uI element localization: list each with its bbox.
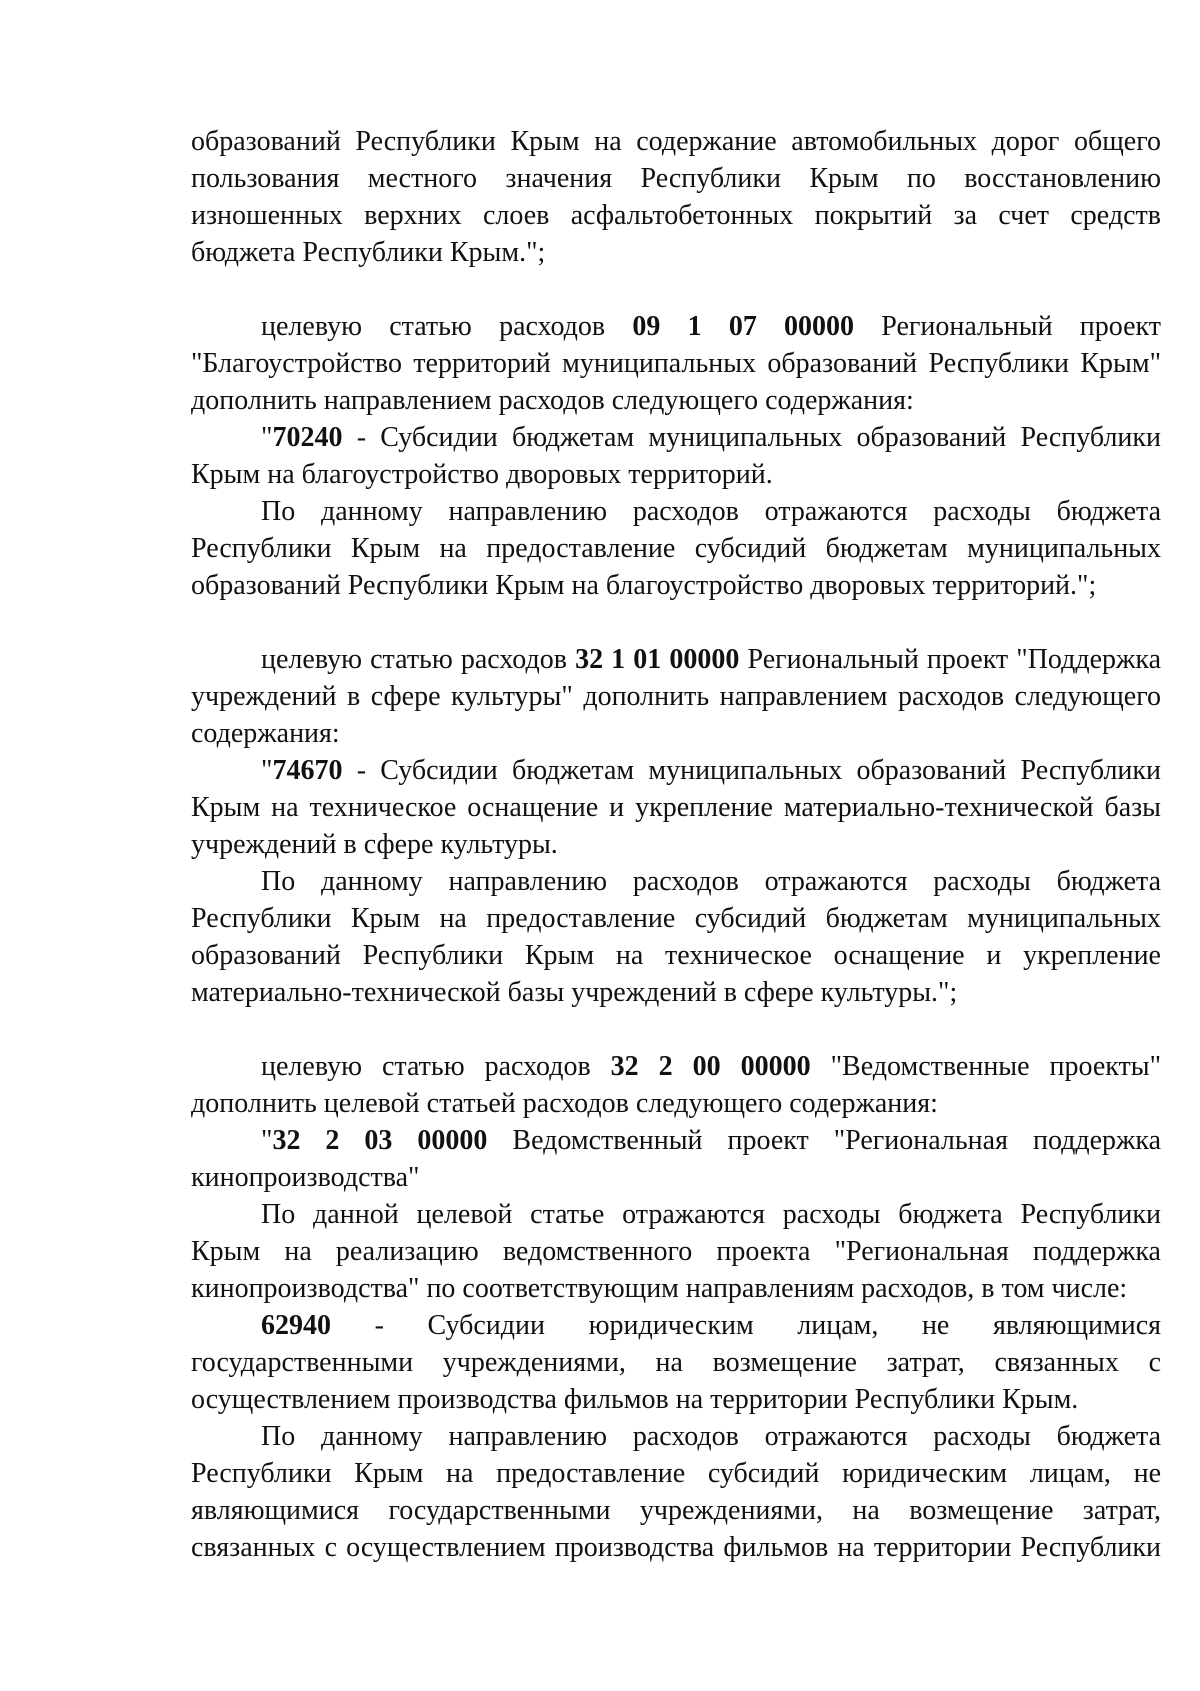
budget-code: 32 1 01 00000 [575,644,740,675]
target-article-item-3: "32 2 03 00000 Ведомственный проект "Региональная поддержка кинопроизводства" [191,1125,1162,1193]
target-article-intro-2: целевую статью расходов 32 1 01 00000 Региональный проект "Поддержка учреждений в сфере культуры" дополнить направлением расходов следующего содержания: [191,644,1161,749]
expense-description-1: По данному направлению расходов отражаются расходы бюджета Республики Крым на предоставление субсидий бюджетам муниципальных образований Республики Крым на благоустройство дворовых территорий."; [191,496,1161,601]
target-article-intro-3: целевую статью расходов 32 2 00 00000 "Ведомственные проекты" дополнить целевой статьей расходов следующего содержания: [191,1051,1161,1119]
direction-code: 74670 [272,755,343,786]
document-body [191,123,1161,1566]
expense-direction-2: "74670 - Субсидии бюджетам муниципальных образований Республики Крым на техническое оснащение и укрепление материально-технической базы учреждений в сфере культуры. [191,755,1161,860]
paragraph-gap [191,604,1161,641]
direction-code: 70240 [272,422,343,453]
budget-code: 32 2 00 00000 [610,1051,811,1082]
expense-direction-3: 62940 - Субсидии юридическим лицам, не являющимися государственными учреждениями, на возмещение затрат, связанных с осуществлением производства фильмов на территории Республики Крым. [191,1310,1161,1415]
expense-description-3: По данному направлению расходов отражаются расходы бюджета Республики Крым на предоставление субсидий юридическим лицам, не являющимися государственными учреждениями, на возмещение затрат, связанных с осуществлением производства фильмов на территории Республики [191,1421,1161,1563]
paragraph-gap [191,271,1161,308]
budget-code: 09 1 07 00000 [632,311,855,342]
target-article-description-3: По данной целевой статье отражаются расходы бюджета Республики Крым на реализацию ведомственного проекта "Региональная поддержка кинопроизводства" по соответствующим направлениям расходов, в том числе: [191,1199,1161,1304]
direction-code: 62940 [261,1310,331,1341]
paragraph-continuation: образований Республики Крым на содержание автомобильных дорог общего пользования местного значения Республики Крым по восстановлению изношенных верхних слоев асфальтобетонных покрытий за счет средств бюджета Республики Крым."; [191,126,1161,268]
budget-code: 32 2 03 00000 [272,1125,488,1156]
expense-description-2: По данному направлению расходов отражаются расходы бюджета Республики Крым на предоставление субсидий бюджетам муниципальных образований Республики Крым на техническое оснащение и укрепление материально-технической базы учреждений в сфере культуры."; [191,866,1161,1008]
target-article-intro-1: целевую статью расходов 09 1 07 00000 Региональный проект "Благоустройство территорий муниципальных образований Республики Крым" дополнить направлением расходов следующего содержания: [191,311,1161,416]
expense-direction-1: "70240 - Субсидии бюджетам муниципальных образований Республики Крым на благоустройство дворовых территорий. [191,422,1161,490]
paragraph-gap [191,1011,1161,1048]
